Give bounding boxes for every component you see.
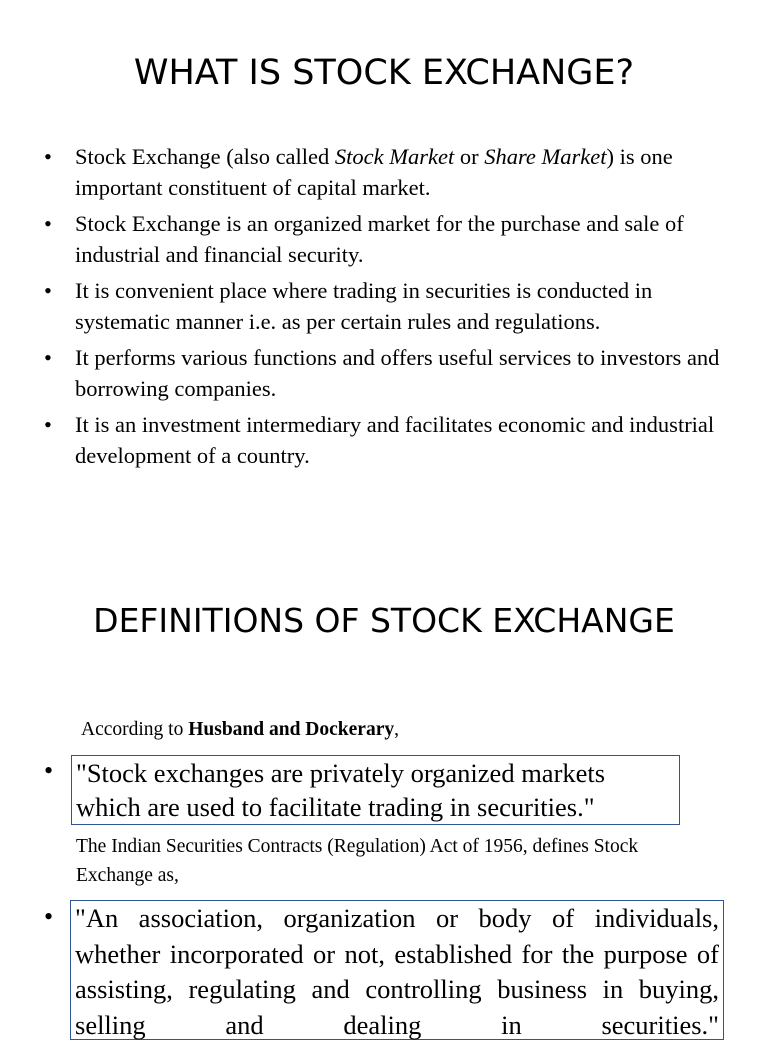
bullet-list [44, 141, 724, 476]
stock-market-term: Stock Market [334, 144, 455, 169]
list-item-text: Stock Exchange is an organized market for the purchase and sale of industrial and financial security. [75, 211, 684, 267]
list-item: • Stock Exchange (also called Stock Market or Share Market) is one important constituent of capital market. [44, 141, 724, 203]
list-item [44, 208, 724, 270]
definition-quote-box: "An association, organization or body of individuals, whether incorporated or not, established for the purpose of assisting, regulating and controlling business in buying, selling and dealing in securities." [70, 900, 724, 1040]
bullet-icon: • [44, 345, 52, 370]
list-item [44, 409, 724, 471]
list-item-text: It is an investment intermediary and facilitates economic and industrial development of a country. [75, 412, 715, 468]
definition-quote-box: "Stock exchanges are privately organized markets which are used to facilitate trading in securities." [71, 755, 680, 825]
author-names: Husband and Dockerary [188, 719, 395, 740]
list-item-text: It is convenient place where trading in securities is conducted in systematic manner i.e. as per certain rules and regulations. [75, 278, 653, 334]
attribution-line: The Indian Securities Contracts (Regulation) Act of 1956, defines Stock Exchange as, [76, 836, 639, 886]
share-market-term: Share Market [484, 144, 607, 169]
list-item-text: It performs various functions and offers useful services to investors and borrowing companies. [75, 345, 720, 401]
list-item [44, 275, 724, 337]
bullet-icon: • [44, 144, 52, 169]
bullet-icon: • [44, 278, 52, 303]
section-title: DEFINITIONS OF STOCK EXCHANGE [93, 601, 675, 640]
bullet-icon: • [44, 211, 52, 236]
bullet-icon: • [44, 902, 54, 931]
bullet-icon: • [44, 412, 52, 437]
bullet-icon: • [44, 756, 54, 785]
list-item [44, 342, 724, 404]
attribution-line: According to Husband and Dockerary, [81, 719, 399, 740]
page-title: WHAT IS STOCK EXCHANGE? [133, 53, 635, 93]
